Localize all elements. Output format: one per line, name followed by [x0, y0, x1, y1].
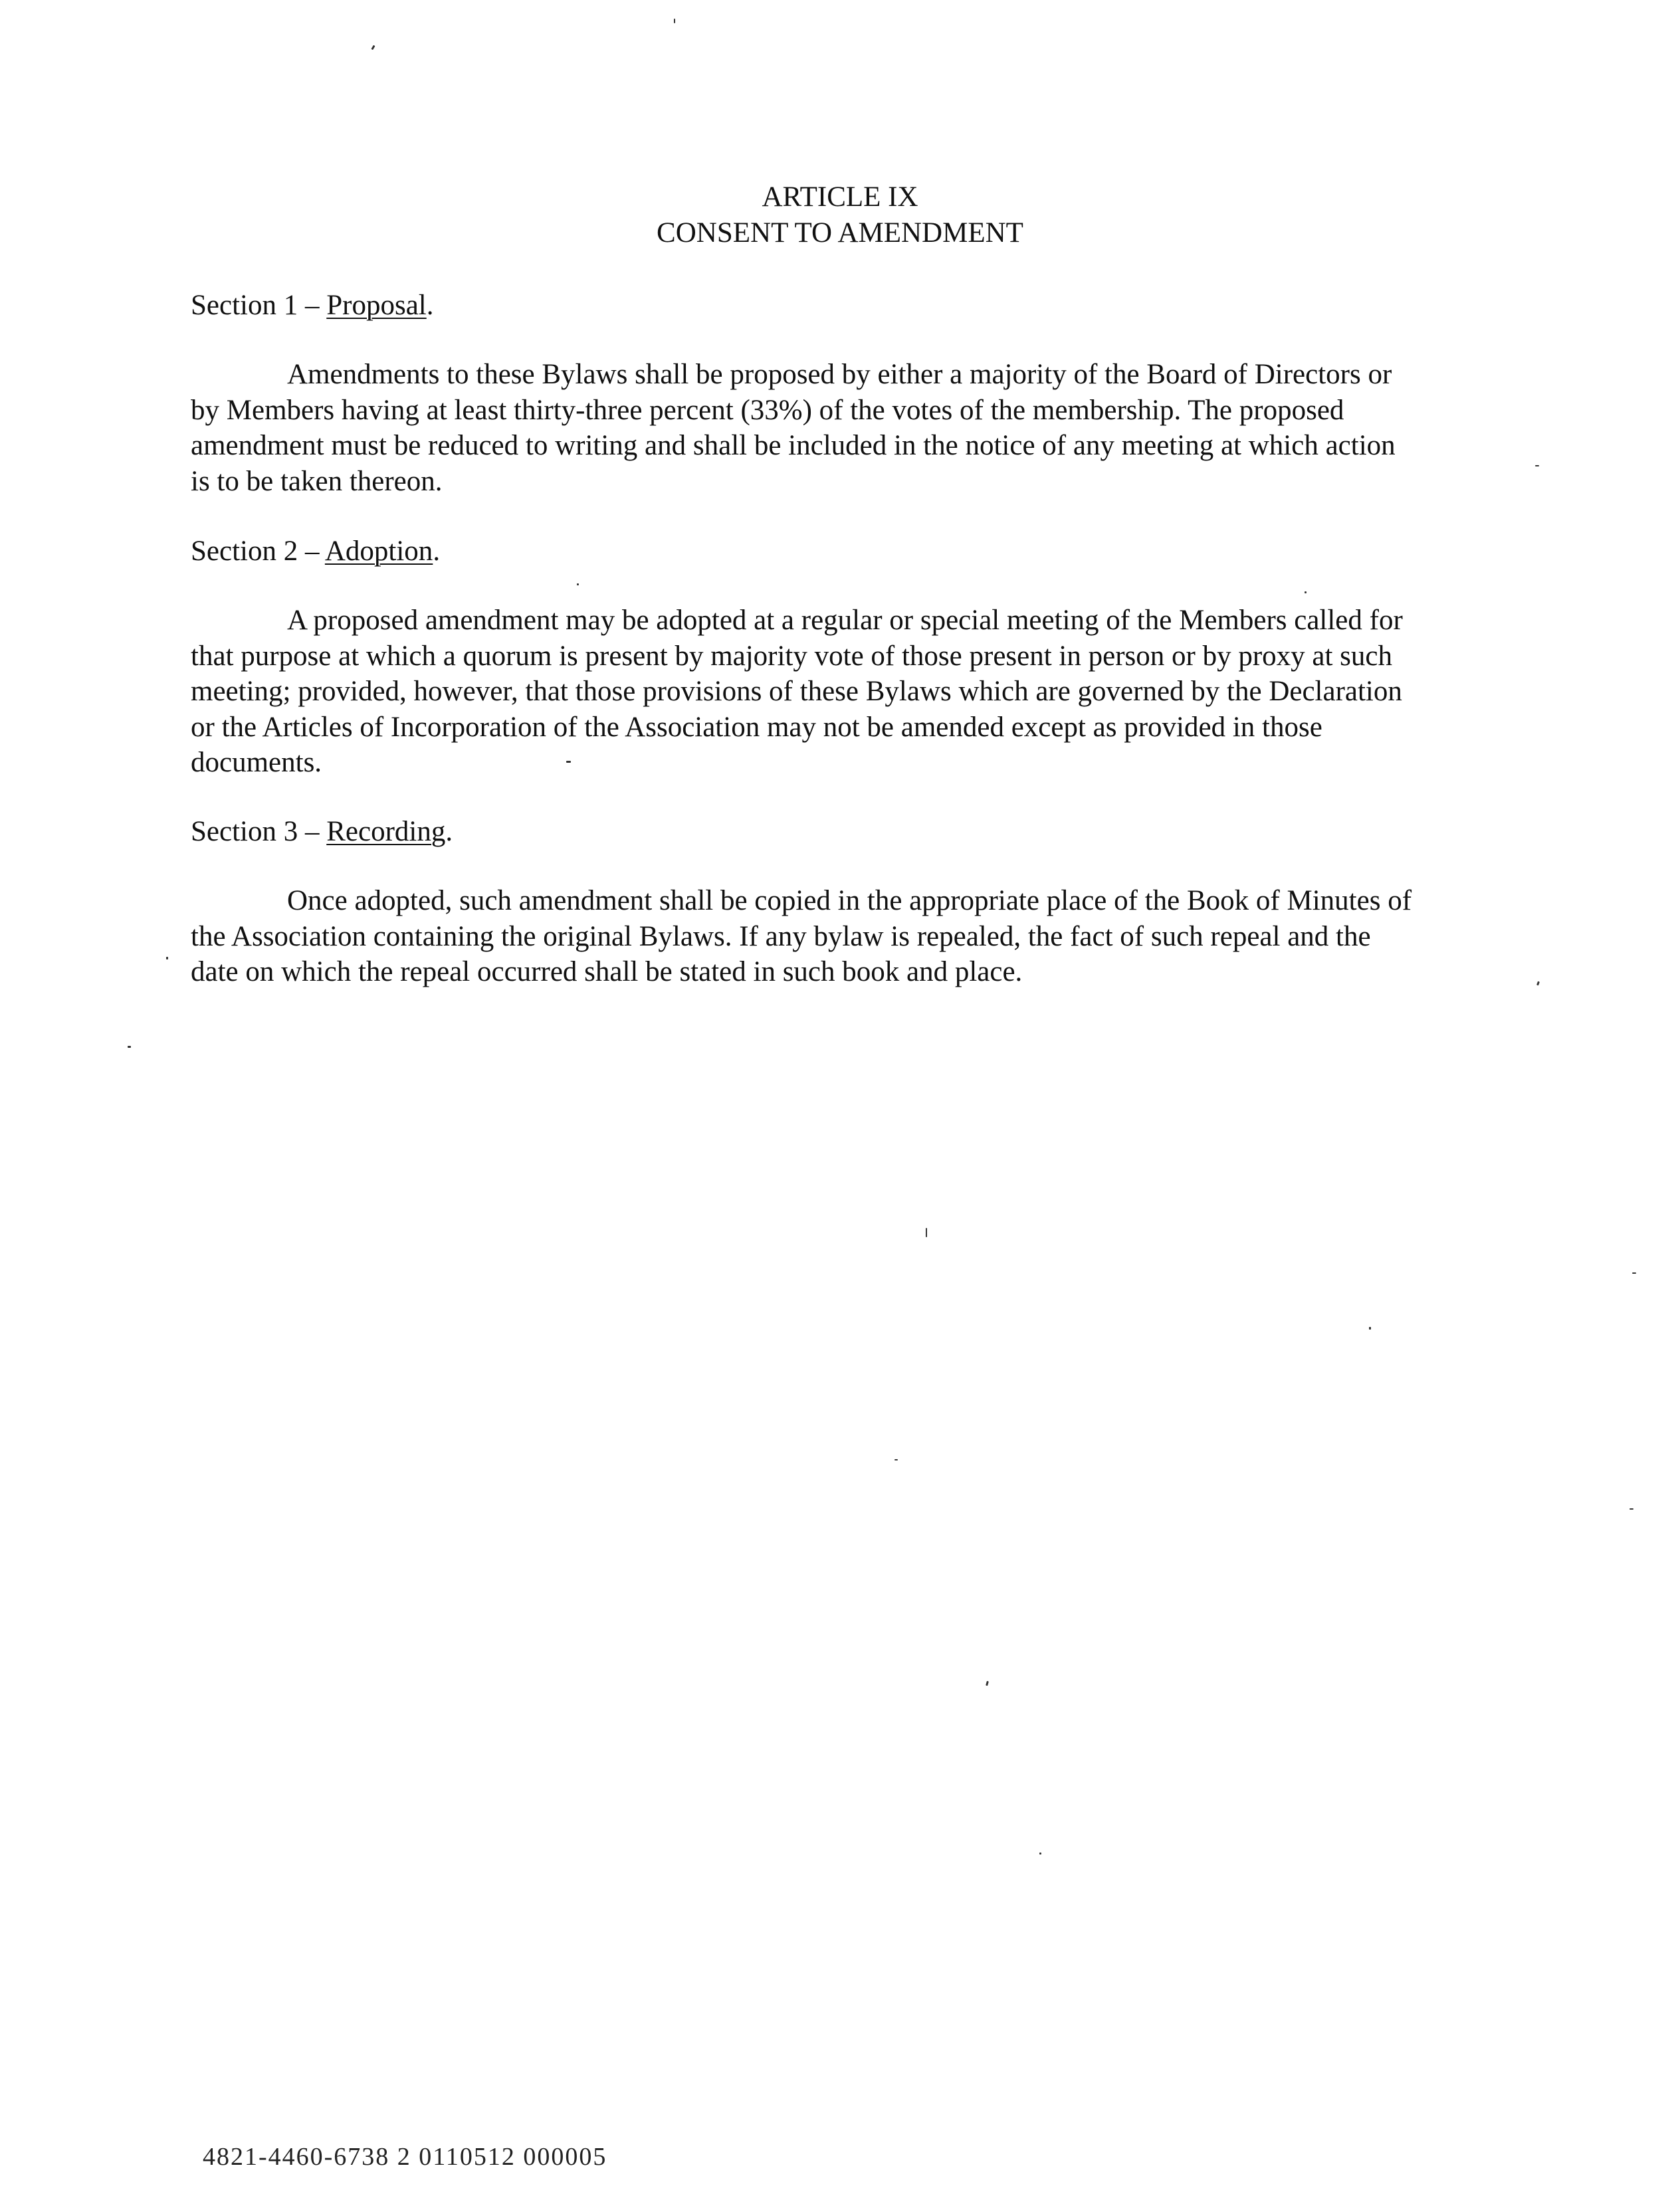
paragraph-line: meeting; provided, however, that those provisions of these Bylaws which are governed by the Declaration	[191, 676, 1402, 707]
paragraph-line: by Members having at least thirty-three percent (33%) of the votes of the membership. The proposed	[191, 394, 1344, 426]
section-2-name: Adoption	[324, 536, 433, 567]
scan-speck	[128, 1046, 131, 1048]
document-id-footer	[203, 2143, 607, 2171]
scan-speck	[1369, 1327, 1371, 1330]
section-3-prefix: Section 3 –	[191, 816, 327, 847]
section-1-name: Proposal	[326, 290, 427, 321]
document-id: 4821-4460-6738 2 0110512 000005	[203, 2143, 607, 2171]
scan-speck	[926, 1228, 927, 1237]
section-2-prefix: Section 2 –	[191, 536, 325, 567]
scan-speck	[371, 45, 375, 50]
section-3-suffix: .	[445, 816, 453, 847]
scan-speck	[166, 957, 168, 959]
scan-speck	[577, 583, 579, 585]
section-3-name: Recording	[326, 816, 446, 847]
article-heading	[0, 179, 1680, 251]
section-1-prefix: Section 1 –	[191, 290, 327, 321]
paragraph-line: that purpose at which a quorum is present by majority vote of those present in person or by proxy at such	[191, 640, 1392, 672]
scan-speck	[566, 761, 571, 763]
section-3-heading	[191, 814, 453, 850]
paragraph-line: Amendments to these Bylaws shall be proposed by either a majority of the Board of Directors or	[287, 359, 1392, 390]
section-1-paragraph	[191, 357, 1493, 499]
scan-speck	[1536, 981, 1540, 986]
paragraph-line: amendment must be reduced to writing and shall be included in the notice of any meeting at which action	[191, 430, 1396, 461]
scan-speck	[1039, 1853, 1041, 1855]
section-2-suffix: .	[433, 536, 441, 567]
paragraph-line: Once adopted, such amendment shall be copied in the appropriate place of the Book of Minutes of	[287, 885, 1412, 916]
paragraph-line: A proposed amendment may be adopted at a regular or special meeting of the Members called for	[287, 605, 1403, 636]
paragraph-line: the Association containing the original Bylaws. If any bylaw is repealed, the fact of such repeal and the	[191, 920, 1371, 952]
paragraph-line: documents.	[191, 747, 322, 778]
paragraph-line: or the Articles of Incorporation of the Association may not be amended except as provided in those	[191, 711, 1322, 743]
scan-speck	[1629, 1508, 1633, 1510]
paragraph-line: date on which the repeal occurred shall be stated in such book and place.	[191, 956, 1023, 987]
section-1-suffix: .	[426, 290, 434, 321]
article-title: CONSENT TO AMENDMENT	[657, 217, 1023, 249]
paragraph-line: is to be taken thereon.	[191, 465, 443, 497]
section-2-heading	[191, 534, 440, 569]
section-3-paragraph	[191, 883, 1493, 990]
section-2-paragraph	[191, 603, 1493, 781]
article-number: ARTICLE IX	[762, 181, 918, 213]
scan-speck	[1305, 591, 1307, 593]
scan-speck	[894, 1459, 898, 1460]
section-1-heading	[191, 288, 433, 324]
scan-speck	[1632, 1272, 1636, 1274]
scan-speck	[986, 1681, 989, 1686]
scan-speck	[674, 19, 675, 23]
scan-speck	[1535, 465, 1539, 466]
